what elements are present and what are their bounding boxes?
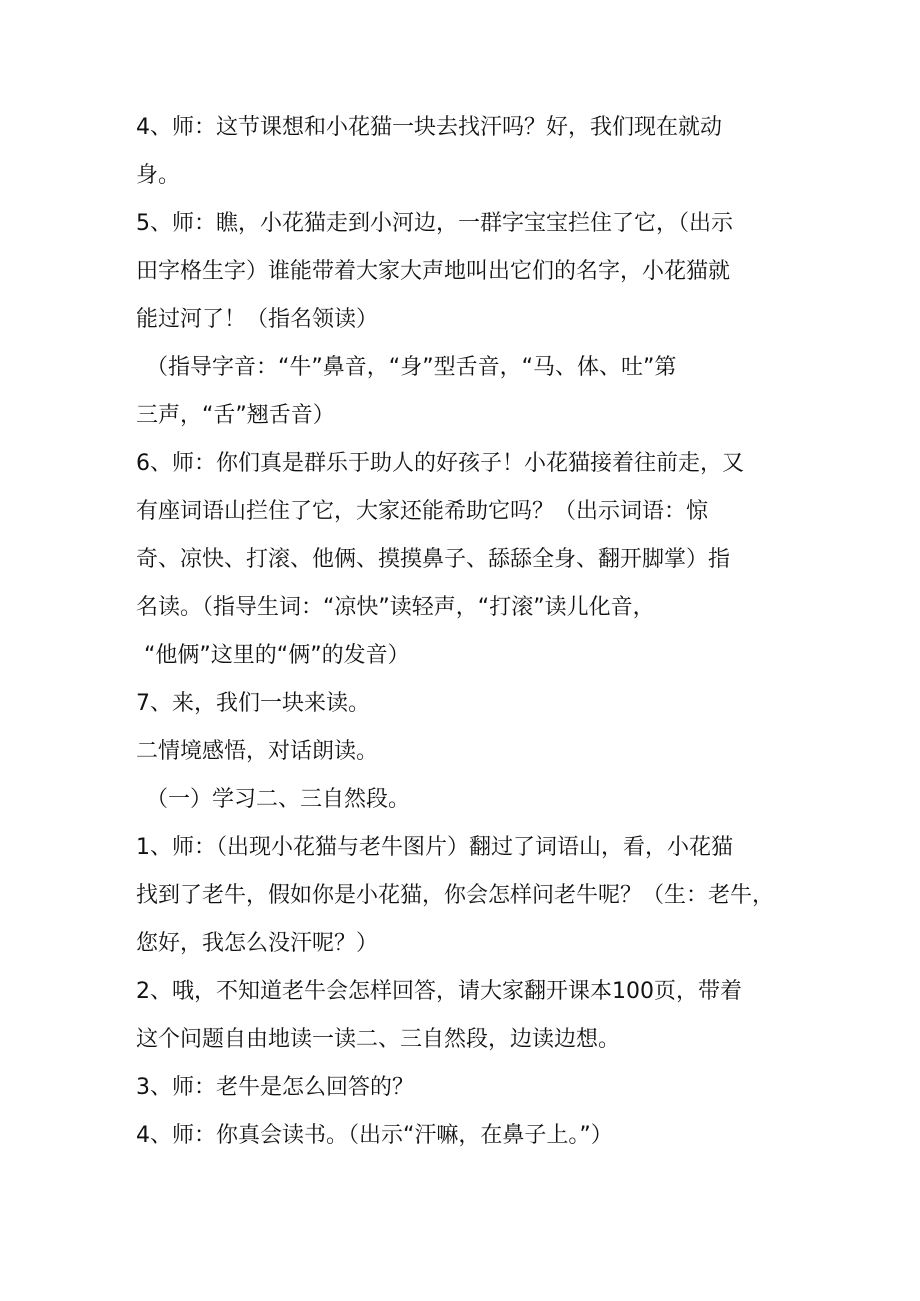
text-line: 三声，“舌”翘舌音） [136, 403, 335, 428]
text-line: 身。 [136, 163, 181, 188]
text-line: 能过河了！（指名领读） [136, 307, 379, 332]
text-line: 1、师：（出现小花猫与老牛图片）翻过了词语山，看，小花猫 [136, 835, 733, 860]
text-line: 有座词语山拦住了它，大家还能希助它吗？（出示词语：惊 [136, 499, 709, 524]
text-line: 您好，我怎么没汗呢？） [136, 931, 379, 956]
text-line: 5、师：瞧，小花猫走到小河边，一群字宝宝拦住了它，（出示 [136, 211, 733, 236]
text-line: 奇、凉快、打滚、他俩、摸摸鼻子、舔舔全身、翻开脚掌）指 [136, 547, 731, 572]
text-line: 名读。（指导生词：“凉快”读轻声，“打滚”读儿化音， [136, 595, 655, 620]
text-line: 这个问题自由地读一读二、三自然段，边读边想。 [136, 1027, 621, 1052]
text-line: “他俩”这里的“俩”的发音） [144, 643, 410, 668]
text-line: 田字格生字）谁能带着大家大声地叫出它们的名字，小花猫就 [136, 259, 731, 284]
text-line: 找到了老牛，假如你是小花猫，你会怎样问老牛呢？（生：老牛， [136, 883, 775, 908]
text-line: 4、师：你真会读书。（出示“汗嘛，在鼻子上。”） [136, 1123, 613, 1148]
text-line: 4、师：这节课想和小花猫一块去找汗吗？好，我们现在就动 [136, 115, 722, 140]
text-line: 3、师：老牛是怎么回答的？ [136, 1075, 414, 1100]
section-heading: 二情境感悟，对话朗读。 [136, 739, 379, 764]
text-line: 7、来，我们一块来读。 [136, 691, 370, 716]
text-line: （指导字音：“牛”鼻音，“身”型舌音，“马、体、吐”第 [146, 355, 677, 380]
text-line: 2、哦，不知道老牛会怎样回答，请大家翻开课本100页，带着 [136, 979, 742, 1004]
subsection-heading: （一）学习二、三自然段。 [146, 787, 411, 812]
text-line: 6、师：你们真是群乐于助人的好孩子！小花猫接着往前走，又 [136, 451, 744, 476]
